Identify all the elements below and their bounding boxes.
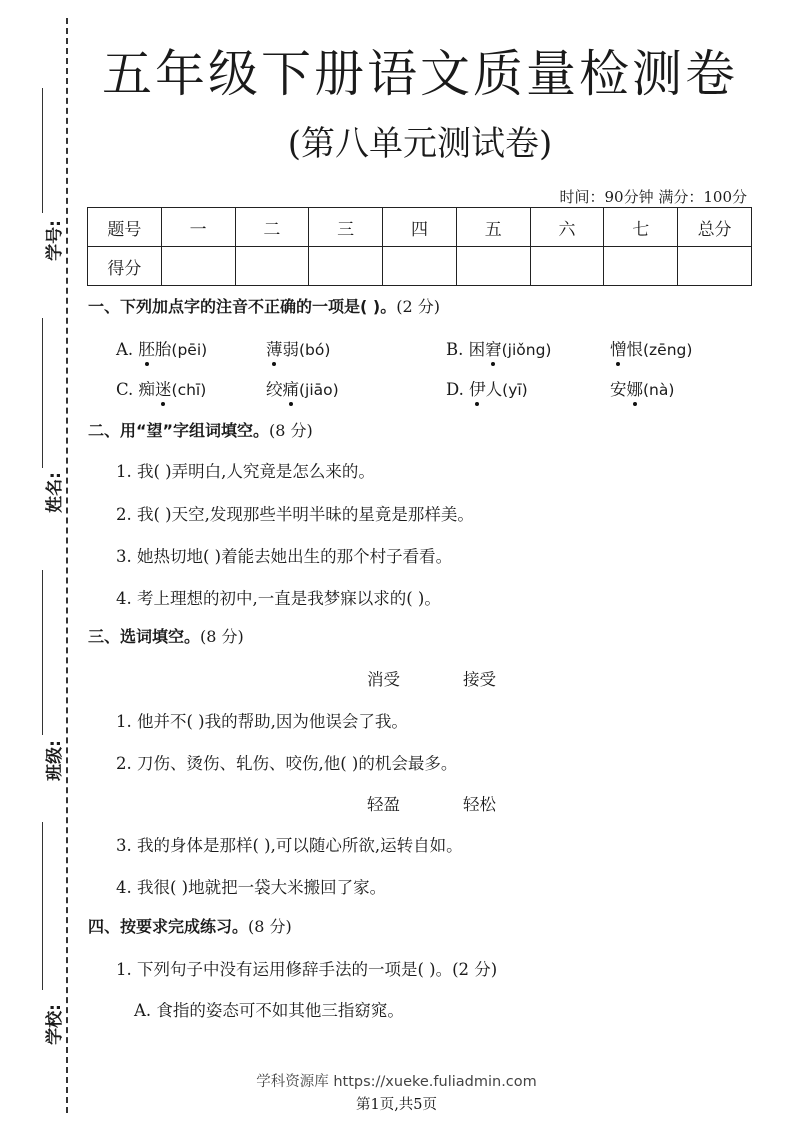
word-choice: 接受 [463, 670, 496, 689]
student-no-label: 学号: [44, 220, 65, 261]
dotted-char: 薄 [266, 336, 283, 360]
pinyin: (nà) [643, 381, 675, 399]
option-b-1[interactable] [446, 336, 551, 360]
name-line[interactable] [42, 318, 43, 468]
score-header-cell: 四 [383, 208, 457, 247]
school-line[interactable] [42, 822, 43, 990]
time-info: 时间：90分钟 满分：100分 [559, 188, 747, 206]
option-a-prefix: A. [116, 340, 139, 359]
class-line[interactable] [42, 570, 43, 735]
dotted-char: 胚 [138, 336, 155, 360]
score-value-row [88, 247, 752, 286]
score-header-cell: 五 [456, 208, 530, 247]
pinyin: (jiāo) [299, 381, 339, 399]
score-cell-3[interactable] [309, 247, 383, 286]
score-cell-5[interactable] [456, 247, 530, 286]
score-header-cell: 二 [235, 208, 309, 247]
word-choice: 轻松 [463, 795, 496, 814]
score-row-label: 得分 [88, 247, 162, 286]
section4-points: (8 分) [248, 917, 292, 936]
page-number: 第1页,共5页 [355, 1097, 438, 1113]
word-choice: 消受 [367, 670, 400, 689]
score-header-row [88, 208, 752, 247]
option-d-prefix: D. [446, 380, 470, 399]
section4-title-text: 四、按要求完成练习。 [88, 917, 249, 936]
score-cell-7[interactable] [604, 247, 678, 286]
score-cell-total[interactable] [678, 247, 752, 286]
option-char: 人 [485, 380, 503, 399]
score-cell-1[interactable] [161, 247, 235, 286]
pinyin: (yī) [502, 381, 528, 399]
score-header-cell: 三 [309, 208, 383, 247]
section2-item-2[interactable]: 2. 我( )天空,发现那些半明半昧的星竟是那样美。 [116, 505, 474, 524]
score-header-cell: 七 [604, 208, 678, 247]
pinyin: (pēi) [171, 341, 208, 359]
dotted-char: 伊 [469, 376, 486, 400]
class-field [18, 570, 68, 790]
option-a-2[interactable] [266, 336, 330, 360]
score-header-cell: 一 [161, 208, 235, 247]
score-cell-6[interactable] [530, 247, 604, 286]
section3-title-text: 三、选词填空。 [88, 627, 201, 646]
class-label: 班级: [44, 740, 65, 781]
pinyin: (chī) [171, 381, 207, 399]
score-cell-4[interactable] [383, 247, 457, 286]
page-title: 五年级下册语文质量检测卷 [102, 45, 738, 103]
section3-title [88, 624, 244, 647]
option-a-1[interactable] [116, 336, 207, 360]
section4-question-1[interactable]: 1. 下列句子中没有运用修辞手法的一项是( )。(2 分) [116, 960, 498, 979]
section1-title [88, 294, 440, 317]
pinyin: (zēng) [643, 341, 693, 359]
section3-item-4[interactable]: 4. 我很( )地就把一袋大米搬回了家。 [116, 878, 387, 897]
section2-item-1[interactable]: 1. 我( )弄明白,人究竟是怎么来的。 [116, 462, 375, 481]
section3-item-1[interactable]: 1. 他并不( )我的帮助,因为他误会了我。 [116, 712, 408, 731]
school-label: 学校: [44, 1004, 65, 1045]
dotted-char: 痛 [283, 376, 300, 400]
dotted-char: 憎 [610, 336, 627, 360]
score-cell-2[interactable] [235, 247, 309, 286]
student-no-line[interactable] [42, 88, 43, 213]
pinyin: (jiǒng) [501, 341, 552, 359]
section3-item-3[interactable]: 3. 我的身体是那样( ),可以随心所欲,运转自如。 [116, 836, 463, 855]
option-c-prefix: C. 痴 [116, 380, 156, 399]
option-char: 胎 [154, 340, 172, 359]
page-subtitle: (第八单元测试卷) [287, 124, 553, 164]
option-b-prefix: B. 困 [446, 340, 486, 359]
section4-q1-option-a[interactable]: A. 食指的姿态可不如其他三指窈窕。 [134, 1001, 404, 1020]
score-header-cell: 六 [530, 208, 604, 247]
option-char: 弱 [282, 340, 299, 359]
section4-title [88, 914, 292, 937]
name-label: 姓名: [44, 472, 65, 513]
dotted-char: 迷 [155, 376, 172, 400]
student-no-field [18, 88, 68, 288]
option-d-1[interactable] [446, 376, 528, 400]
option-c-2[interactable] [266, 376, 339, 400]
word-choice: 轻盈 [367, 795, 400, 814]
option-b-2[interactable] [610, 336, 692, 360]
section1-title-text: 一、下列加点字的注音不正确的一项是( )。 [88, 297, 397, 316]
option-char: 安 [610, 380, 627, 399]
option-char: 绞 [266, 380, 283, 399]
score-header-cell: 题号 [88, 208, 162, 247]
section3-points: (8 分) [200, 627, 244, 646]
dotted-char: 窘 [485, 336, 502, 360]
score-header-cell: 总分 [678, 208, 752, 247]
score-table [87, 207, 752, 286]
option-d-2[interactable] [610, 376, 674, 400]
section2-title-text: 二、用“望”字组词填空。 [88, 421, 270, 440]
dotted-char: 娜 [627, 376, 644, 400]
section2-title [88, 418, 313, 441]
option-char: 恨 [626, 340, 643, 359]
option-c-1[interactable] [116, 376, 206, 400]
source-watermark: 学科资源库 https://xueke.fuliadmin.com [256, 1074, 537, 1090]
pinyin: (bó) [299, 341, 331, 359]
section3-item-2[interactable]: 2. 刀伤、烫伤、轧伤、咬伤,他( )的机会最多。 [116, 754, 458, 773]
school-field [18, 822, 68, 1045]
section1-points: (2 分) [396, 297, 440, 316]
section2-item-3[interactable]: 3. 她热切地( )着能去她出生的那个村子看看。 [116, 547, 453, 566]
section2-points: (8 分) [269, 421, 313, 440]
name-field [18, 318, 68, 518]
section2-item-4[interactable]: 4. 考上理想的初中,一直是我梦寐以求的( )。 [116, 589, 441, 608]
